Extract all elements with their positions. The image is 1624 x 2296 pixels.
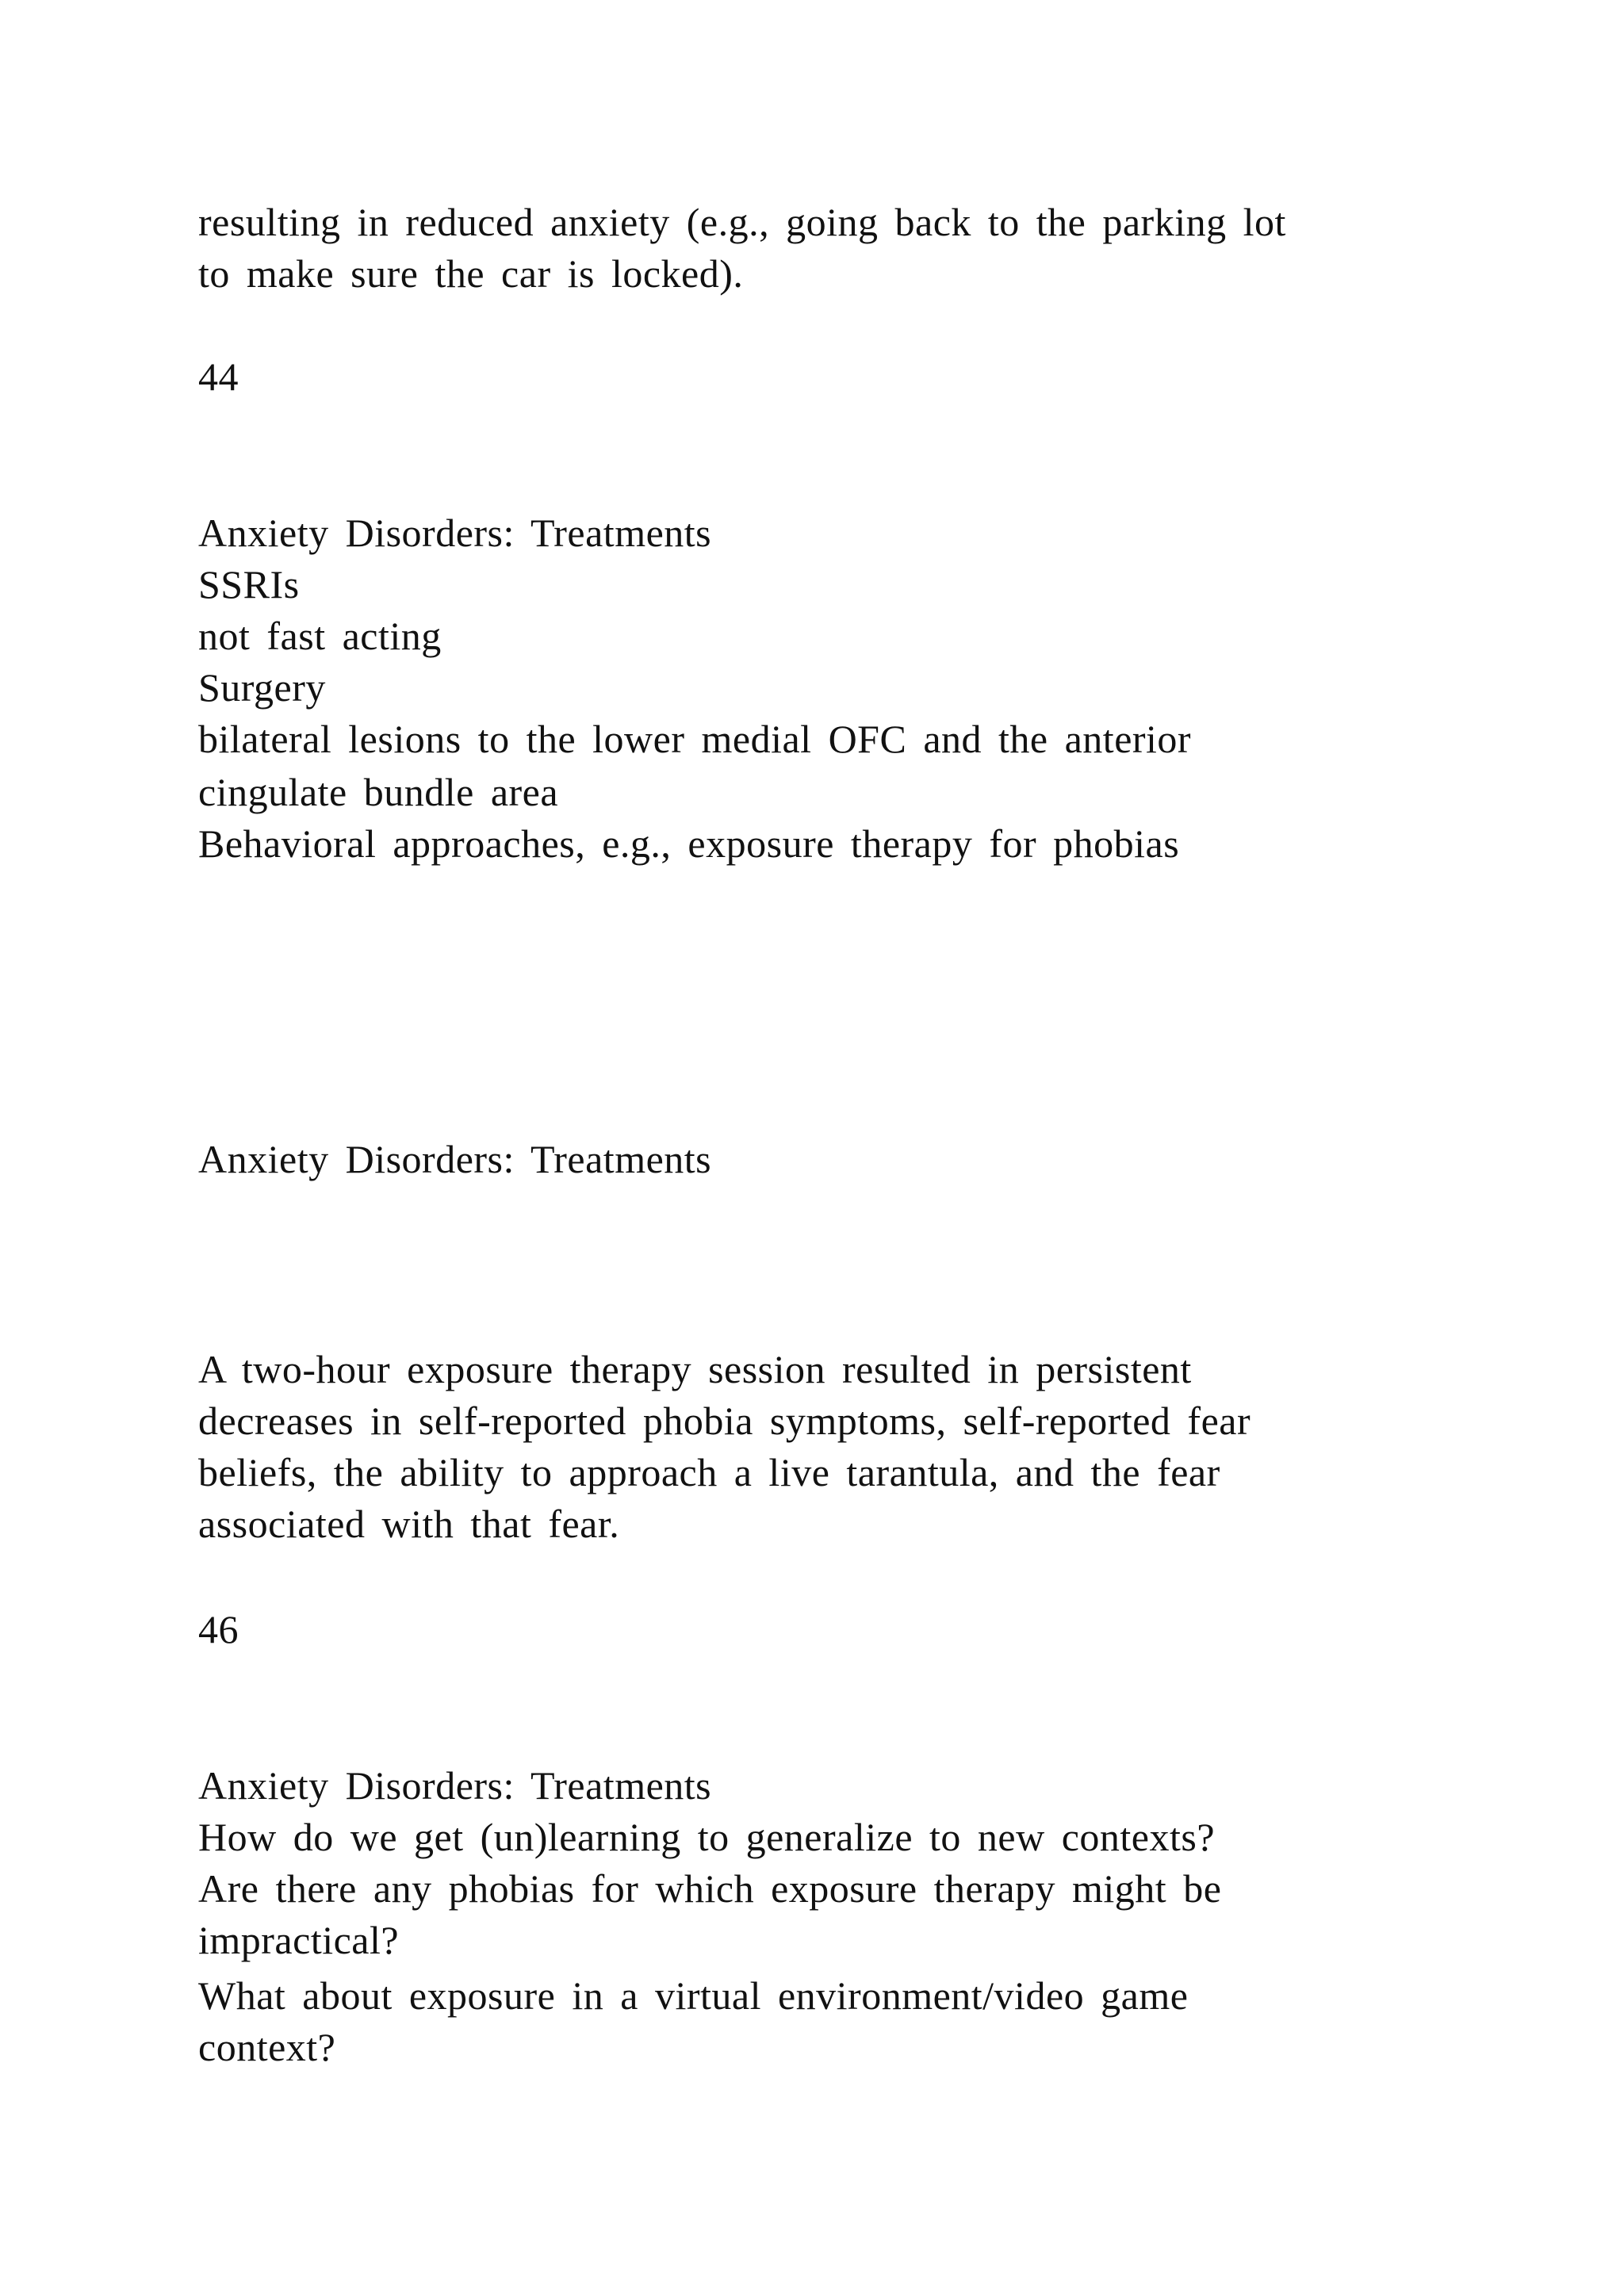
section-heading: Anxiety Disorders: Treatments (198, 1763, 712, 1808)
body-text-line: decreases in self-reported phobia symptoms, self-reported fear (198, 1399, 1251, 1443)
body-text-line: Surgery (198, 665, 326, 710)
body-text-line: Are there any phobias for which exposure therapy might be (198, 1866, 1222, 1911)
body-text-line: resulting in reduced anxiety (e.g., going back to the parking lot (198, 200, 1286, 244)
body-text-line: Behavioral approaches, e.g., exposure therapy for phobias (198, 821, 1180, 866)
section-heading: Anxiety Disorders: Treatments (198, 1137, 712, 1181)
body-text-line: impractical? (198, 1918, 400, 1962)
body-text-line: associated with that fear. (198, 1502, 620, 1546)
slide-number: 46 (198, 1607, 239, 1651)
body-text-line: bilateral lesions to the lower medial OFC and the anterior (198, 717, 1192, 761)
body-text-line: What about exposure in a virtual environment/video game (198, 1973, 1189, 2018)
body-text-line: not fast acting (198, 614, 442, 658)
section-heading: Anxiety Disorders: Treatments (198, 511, 712, 555)
body-text-line: cingulate bundle area (198, 770, 559, 814)
body-text-line: A two-hour exposure therapy session resulted in persistent (198, 1347, 1192, 1391)
body-text-line: to make sure the car is locked). (198, 251, 744, 296)
body-text-line: beliefs, the ability to approach a live tarantula, and the fear (198, 1450, 1220, 1494)
body-text-line: context? (198, 2025, 336, 2069)
slide-number: 44 (198, 354, 239, 399)
body-text-line: SSRIs (198, 562, 300, 607)
body-text-line: How do we get (un)learning to generalize to new contexts? (198, 1815, 1216, 1859)
